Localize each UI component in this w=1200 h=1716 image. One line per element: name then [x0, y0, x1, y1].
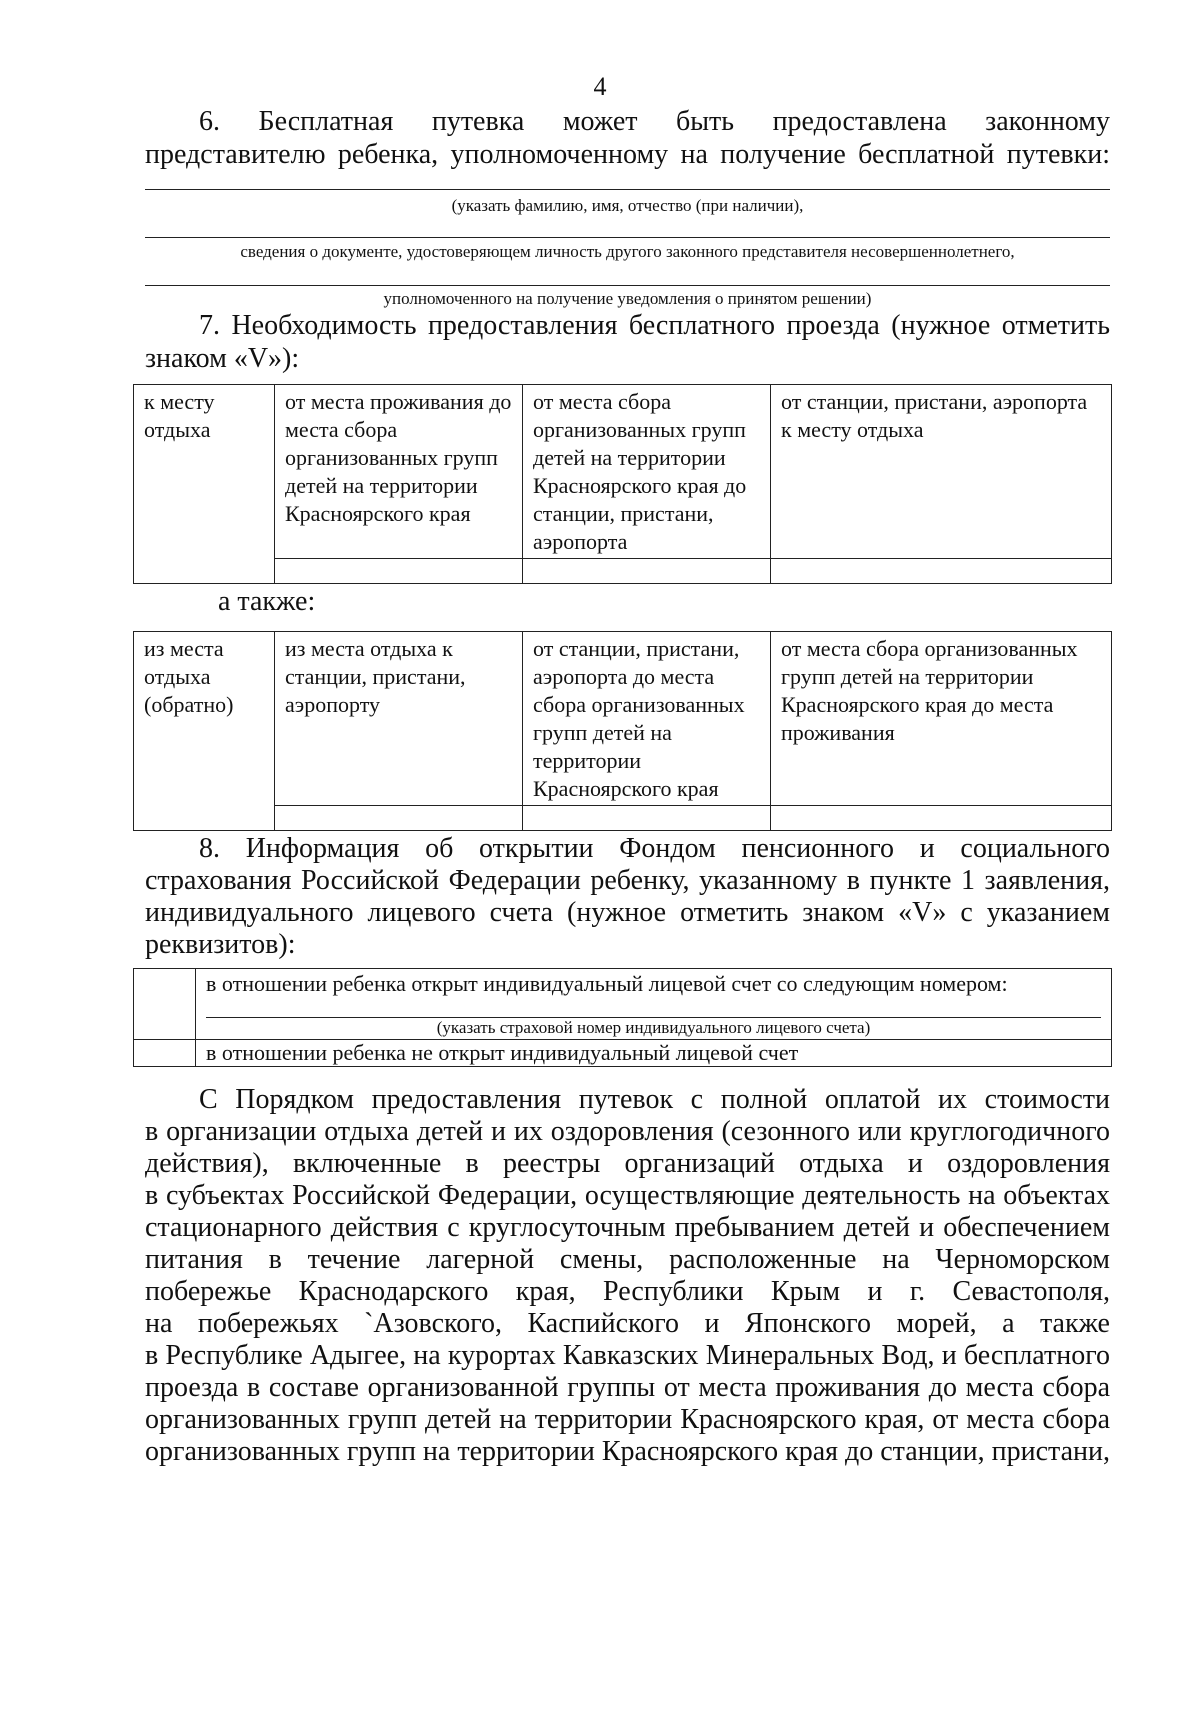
closing-line-1: С Порядком предоставления путевок с полной оплатой их стоимости: [199, 1084, 1110, 1115]
section-8-line-3: индивидуального лицевого счета (нужное отметить знаком «V» с указанием: [145, 897, 1110, 928]
table1-cell-station-to-rest: от станции, пристани, аэропорта к месту отдыха: [771, 385, 1112, 559]
table1-checkbox-home-to-gathering[interactable]: [275, 559, 523, 584]
closing-line-7: побережье Краснодарского края, Республики Крым и г. Севастополя,: [145, 1276, 1110, 1307]
section-6-line-2: представителю ребенка, уполномоченному на получение бесплатной путевки:: [145, 139, 1110, 170]
account-number-caption: (указать страховой номер индивидуального лицевого счета): [436, 1018, 871, 1037]
closing-line-11: организованных групп детей на территории Красноярского края, от места сбора: [145, 1404, 1110, 1435]
page-number: 4: [593, 72, 607, 101]
section-7-line-2: знаком «V»):: [145, 343, 300, 374]
closing-line-2: в организации отдыха детей и их оздоровления (сезонного или круглогодичного: [145, 1116, 1110, 1147]
closing-line-9: в Республике Адыгее, на курортах Кавказских Минеральных Вод, и бесплатного: [145, 1340, 1110, 1371]
table2-checkbox-rest-to-station[interactable]: [275, 806, 523, 831]
section-8-line-1: 8. Информация об открытии Фондом пенсионного и социального: [199, 833, 1110, 864]
fill-line-authorized: [145, 285, 1110, 286]
account-opened-cell: [196, 969, 1112, 1040]
caption-name: (указать фамилию, имя, отчество (при наличии),: [451, 196, 804, 215]
table1-checkbox-station-to-rest[interactable]: [771, 559, 1112, 584]
closing-line-5: стационарного действия с круглосуточным пребыванием детей и обеспечением: [145, 1212, 1110, 1243]
section-8-line-4: реквизитов):: [145, 929, 296, 960]
table1-cell-home-to-gathering: от места проживания до места сбора организованных групп детей на территории Красноярского края: [275, 385, 523, 559]
fill-line-name: [145, 189, 1110, 190]
table1-cell-to-rest: к месту отдыха: [134, 385, 275, 584]
table1-checkbox-gathering-to-station[interactable]: [523, 559, 771, 584]
closing-line-8: на побережьях `Азовского, Каспийского и Японского морей, а также: [145, 1308, 1110, 1339]
also-label: а также:: [218, 586, 316, 617]
closing-line-4: в субъектах Российской Федерации, осуществляющие деятельность на объектах: [145, 1180, 1110, 1211]
closing-line-6: питания в течение лагерной смены, расположенные на Черноморском: [145, 1244, 1110, 1275]
section-7-line-1: 7. Необходимость предоставления бесплатного проезда (нужное отметить: [199, 310, 1110, 341]
table2-cell-gathering-to-home: от места сбора организованных групп детей на территории Красноярского края до места проживания: [771, 632, 1112, 806]
section-8-line-2: страхования Российской Федерации ребенку, указанному в пункте 1 заявления,: [145, 865, 1110, 896]
section-6-line-1: 6. Бесплатная путевка может быть предоставлена законному: [199, 106, 1110, 137]
account-not-opened-checkbox[interactable]: [134, 1040, 196, 1067]
travel-table-1: [133, 384, 1112, 584]
table2-cell-from-rest: из места отдыха (обратно): [134, 632, 275, 831]
table2-checkbox-station-to-gathering[interactable]: [523, 806, 771, 831]
table2-checkbox-gathering-to-home[interactable]: [771, 806, 1112, 831]
table2-cell-station-to-gathering: от станции, пристани, аэропорта до места сбора организованных групп детей на территории Красноярского края: [523, 632, 771, 806]
account-opened-label: в отношении ребенка открыт индивидуальный лицевой счет со следующим номером:: [206, 971, 1008, 996]
travel-table-2: [133, 631, 1112, 831]
pension-account-table: [133, 968, 1112, 1067]
table1-cell-gathering-to-station: от места сбора организованных групп детей на территории Красноярского края до станции, пристани, аэропорта: [523, 385, 771, 559]
closing-line-12: организованных групп на территории Красноярского края до станции, пристани,: [145, 1436, 1110, 1467]
account-opened-checkbox[interactable]: [134, 969, 196, 1040]
closing-line-3: действия), включенные в реестры организаций отдыха и оздоровления: [145, 1148, 1110, 1179]
caption-document: сведения о документе, удостоверяющем личность другого законного представителя несовершеннолетнего,: [240, 242, 1015, 261]
caption-authorized: уполномоченного на получение уведомления о принятом решении): [383, 289, 872, 308]
closing-line-10: проезда в составе организованной группы от места проживания до места сбора: [145, 1372, 1110, 1403]
table2-cell-rest-to-station: из места отдыха к станции, пристани, аэропорту: [275, 632, 523, 806]
fill-line-document: [145, 237, 1110, 238]
account-not-opened-label: в отношении ребенка не открыт индивидуальный лицевой счет: [196, 1040, 1112, 1067]
